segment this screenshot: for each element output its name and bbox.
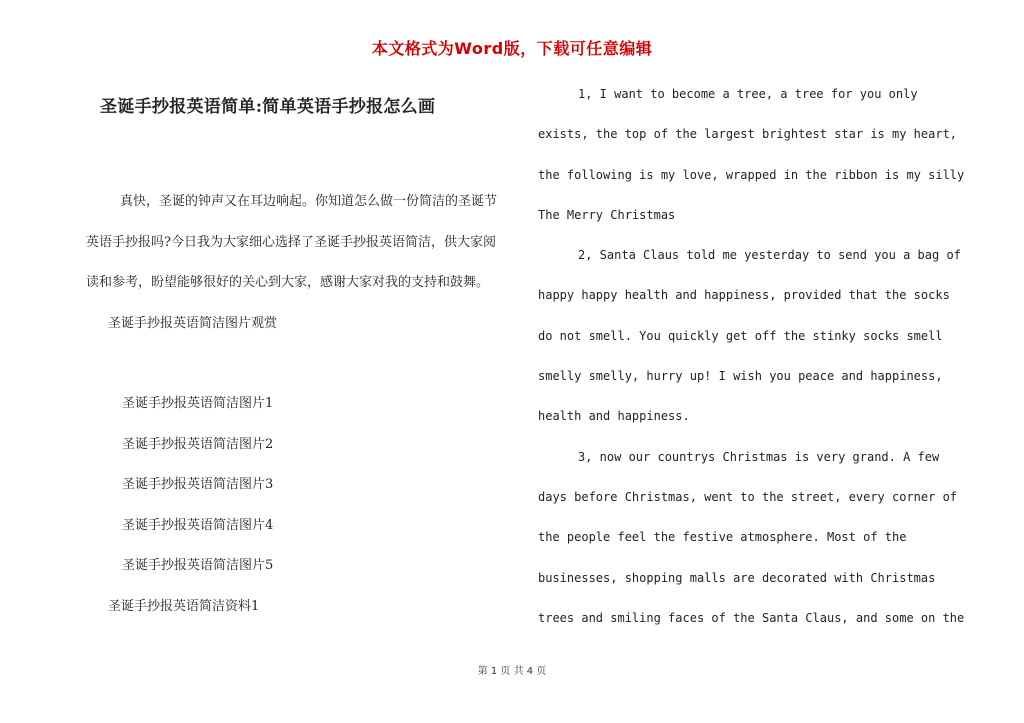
resource-heading: 圣诞手抄报英语简洁资料1 (108, 598, 260, 614)
intro-paragraph: 真快，圣诞的钟声又在耳边响起。你知道怎么做一份简洁的圣诞节英语手抄报吗?今日我为大家细心选择了圣诞手抄报英语简洁，供大家阅读和参考，盼望能够很好的关心到大家，感谢大家对我的支持和鼓舞。 (86, 194, 498, 290)
gallery-item-4: 圣诞手抄报英语简洁图片4 (122, 517, 274, 533)
paragraph-2: 2, Santa Claus told me yesterday to send you a bag of happy happy health and happiness, provided that the socks do not smell. You quickly get off the stinky socks smell smelly smelly, hurry up! I wish you peace and happiness, health and happiness. (538, 248, 961, 424)
left-column (86, 182, 506, 627)
gallery-item-5: 圣诞手抄报英语简洁图片5 (122, 558, 274, 573)
paragraph-3: 3, now our countrys Christmas is very grand. A few days before Christmas, went to the street, every corner of the people feel the festive atmosphere. Most of the businesses, shopping malls are decorated with Christmas trees and smiling faces of the Santa Claus, and some on the (538, 449, 965, 625)
spacer (86, 344, 506, 384)
download-banner: 本文格式为Word版，下载可任意编辑 (371, 39, 653, 58)
gallery-item-1: 圣诞手抄报英语简洁图片1 (122, 396, 274, 411)
gallery-heading: 圣诞手抄报英语简洁图片观赏 (108, 315, 278, 331)
document-title: 圣诞手抄报英语简单:简单英语手抄报怎么画 (100, 97, 436, 117)
gallery-item-2: 圣诞手抄报英语简洁图片2 (122, 436, 274, 452)
right-column (538, 74, 970, 638)
paragraph-1: 1, I want to become a tree, a tree for you only exists, the top of the largest brightest star is my heart, the following is my love, wrapped in the ribbon is my silly The Merry Christmas (538, 87, 965, 222)
page-footer: 第 1 页 共 4 页 (477, 666, 547, 677)
gallery-item-3: 圣诞手抄报英语简洁图片3 (122, 477, 274, 492)
